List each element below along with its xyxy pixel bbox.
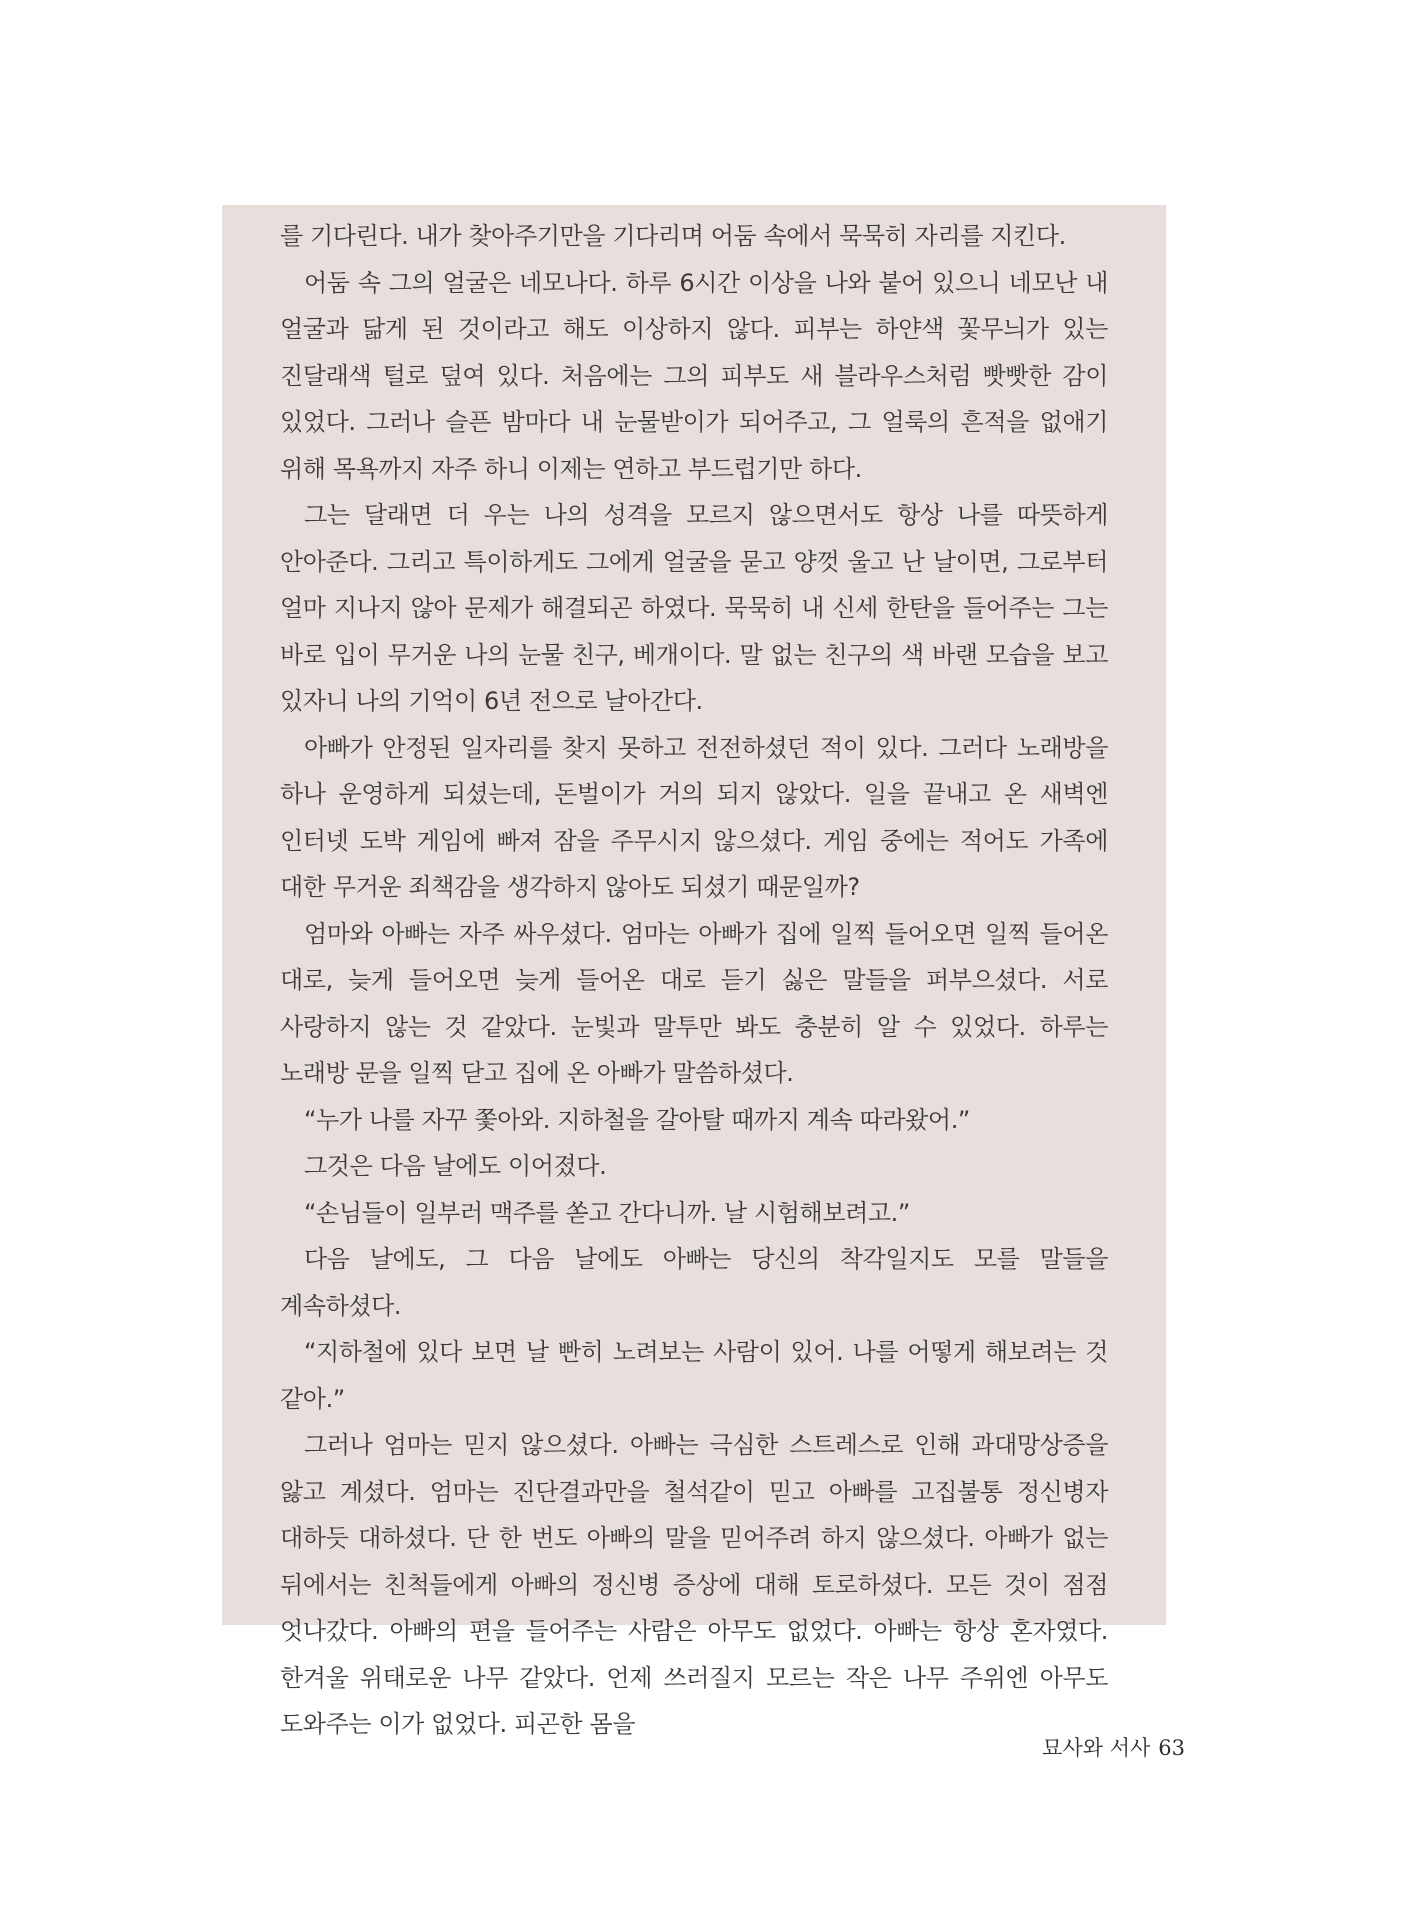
paragraph-7: 다음 날에도, 그 다음 날에도 아빠는 당신의 착각일지도 모를 말들을 계속하셨다. [280, 1245, 1108, 1320]
paragraph-3: 그는 달래면 더 우는 나의 성격을 모르지 않으면서도 항상 나를 따뜻하게 안아준다. 그리고 특이하게도 그에게 얼굴을 묻고 양껏 울고 난 날이면, 그로부터 얼마 지나지 않아 문제가 해결되곤 하였다. 묵묵히 내 신세 한탄을 들어주는 그는 바로 입이 무거운 나의 눈물 친구, 베개이다. 말 없는 친구의 색 바랜 모습을 보고 있자니 나의 기억이 6년 전으로 날아간다. [280, 501, 1108, 715]
paragraph-2: 어둠 속 그의 얼굴은 네모나다. 하루 6시간 이상을 나와 붙어 있으니 네모난 내 얼굴과 닮게 된 것이라고 해도 이상하지 않다. 피부는 하얀색 꽃무늬가 있는 진달래색 털로 덮여 있다. 처음에는 그의 피부도 새 블라우스처럼 빳빳한 감이 있었다. 그러나 슬픈 밤마다 내 눈물받이가 되어주고, 그 얼룩의 흔적을 없애기 위해 목욕까지 자주 하니 이제는 연하고 부드럽기만 하다. [280, 268, 1108, 483]
page-footer [1042, 1732, 1185, 1762]
paragraph-4: 아빠가 안정된 일자리를 찾지 못하고 전전하셨던 적이 있다. 그러다 노래방을 하나 운영하게 되셨는데, 돈벌이가 거의 되지 않았다. 일을 끝내고 온 새벽엔 인터넷 도박 게임에 빠져 잠을 주무시지 않으셨다. 게임 중에는 적어도 가족에 대한 무거운 죄책감을 생각하지 않아도 되셨기 때문일까? [280, 733, 1108, 901]
paragraph-6: 그것은 다음 날에도 이어졌다. [304, 1152, 607, 1180]
essay-text-box [222, 205, 1166, 1738]
quote-3: “지하철에 있다 보면 날 빤히 노려보는 사람이 있어. 나를 어떻게 해보려는 것 같아.” [280, 1338, 1108, 1413]
section-title: 묘사와 서사 [1042, 1736, 1151, 1760]
paragraph-8: 그러나 엄마는 믿지 않으셨다. 아빠는 극심한 스트레스로 인해 과대망상증을 앓고 계셨다. 엄마는 진단결과만을 철석같이 믿고 아빠를 고집불통 정신병자 대하듯 대하셨다. 단 한 번도 아빠의 말을 믿어주려 하지 않으셨다. 아빠가 없는 뒤에서는 친척들에게 아빠의 정신병 증상에 대해 토로하셨다. 모든 것이 점점 엇나갔다. 아빠의 편을 들어주는 사람은 아무도 없었다. 아빠는 항상 혼자였다. 한겨울 위태로운 나무 같았다. 언제 쓰러질지 모르는 작은 나무 주위엔 아무도 도와주는 이가 없었다. 피곤한 몸을 [280, 1431, 1108, 1738]
page-number: 63 [1158, 1736, 1185, 1760]
paragraph-5: 엄마와 아빠는 자주 싸우셨다. 엄마는 아빠가 집에 일찍 들어오면 일찍 들어온 대로, 늦게 들어오면 늦게 들어온 대로 듣기 싫은 말들을 퍼부으셨다. 서로 사랑하지 않는 것 같았다. 눈빛과 말투만 봐도 충분히 알 수 있었다. 하루는 노래방 문을 일찍 닫고 집에 온 아빠가 말씀하셨다. [280, 919, 1108, 1087]
quote-2: “손님들이 일부러 맥주를 쏟고 간다니까. 날 시험해보려고.” [304, 1198, 910, 1227]
paragraph-1: 를 기다린다. 내가 찾아주기만을 기다리며 어둠 속에서 묵묵히 자리를 지킨다. [280, 222, 1066, 250]
quote-1: “누가 나를 자꾸 쫓아와. 지하철을 갈아탈 때까지 계속 따라왔어.” [304, 1105, 970, 1134]
